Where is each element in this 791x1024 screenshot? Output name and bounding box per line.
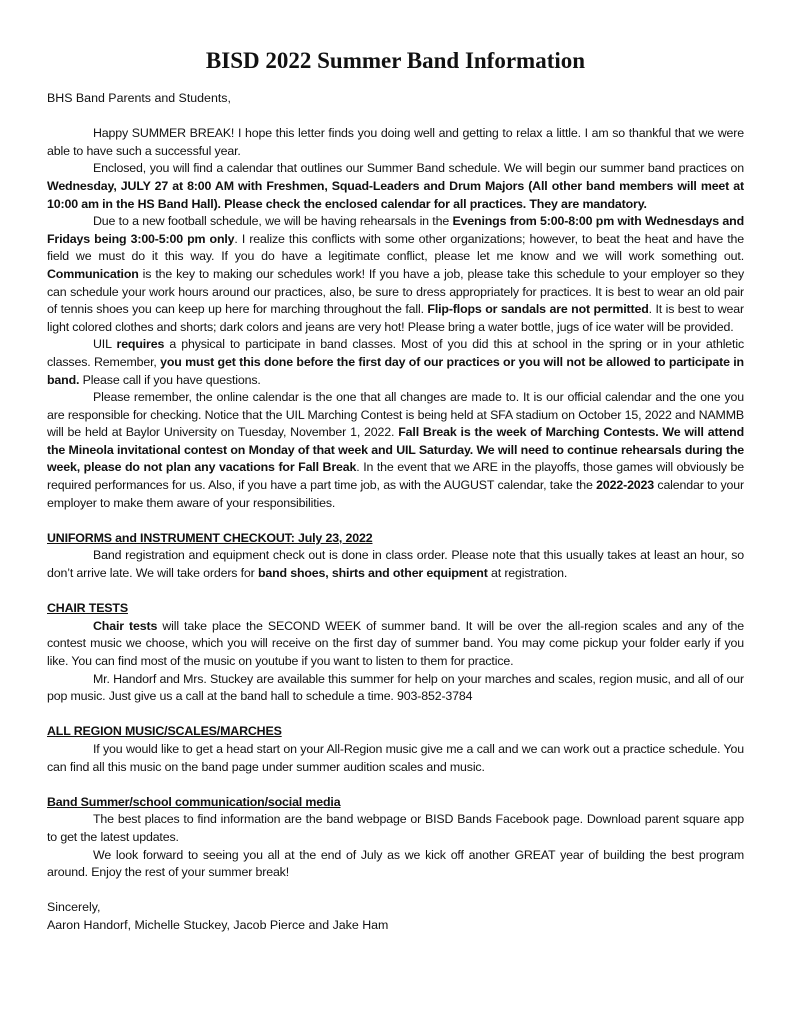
- section-heading: UNIFORMS and INSTRUMENT CHECKOUT: July 23, 2022: [47, 530, 373, 545]
- section: [47, 794, 744, 882]
- section-heading: CHAIR TESTS: [47, 601, 128, 616]
- bold-text: requires: [116, 337, 165, 352]
- document-page: [47, 46, 744, 935]
- body-paragraph: [47, 336, 744, 389]
- intro-body: [47, 125, 744, 512]
- section: [47, 530, 744, 583]
- bold-text: Evenings from 5:00-8:00 pm with Wednesdays and Fridays being 3:00-5:00 pm only: [47, 214, 744, 246]
- text-run: Due to a new football schedule, we will be having rehearsals in the: [93, 214, 453, 229]
- text-run: Happy SUMMER BREAK! I hope this letter finds you doing well and getting to relax a little. I am so thankful that we were able to have such a successful year.: [47, 126, 744, 158]
- section-heading: ALL REGION MUSIC/SCALES/MARCHES: [47, 724, 282, 739]
- text-run: If you would like to get a head start on your All-Region music give me a call and we can work out a practice schedule. You can find all this music on the band page under summer audition scales and music.: [47, 741, 744, 774]
- section-paragraph: [47, 671, 744, 706]
- salutation: BHS Band Parents and Students,: [47, 91, 231, 105]
- body-paragraph: [47, 213, 744, 336]
- sections: [47, 530, 744, 882]
- text-run: Band registration and equipment check out is done in class order. Please note that this usually takes at least an hour, so don’t arrive late. We will take orders for: [47, 548, 744, 581]
- section: [47, 723, 744, 776]
- text-run: We look forward to seeing you all at the end of July as we kick off another GREAT year of building the best program around. Enjoy the rest of your summer break!: [47, 847, 744, 880]
- text-run: . In the event that we ARE in the playoffs, those games will obviously be required performances for us. Also, if you have a part time job, as with the AUGUST calendar, take the: [47, 460, 744, 493]
- body-paragraph: [47, 389, 744, 512]
- text-run: Please call if you have questions.: [79, 372, 261, 387]
- text-run: at registration.: [487, 566, 568, 581]
- text-run: is the key to making our schedules work! If you have a job, please take this schedule to your employer so they can schedule your work hours around our practices, also, be sure to dress appropriately for practices. It is best to wear an old pair of tennis shoes you can keep up here for marching throughout the fall.: [47, 266, 744, 317]
- text-run: UIL: [93, 337, 117, 352]
- text-run: . I realize this conflicts with some other organizations; however, to beat the heat and have the field we must do it this way. If you do have a legitimate conflict, please let me know and we will work something out.: [47, 231, 744, 264]
- bold-text: Wednesday, JULY 27 at 8:00 AM with Freshmen, Squad-Leaders and Drum Majors (All other band members will meet at 10:00 am in the HS Band Hall). Please check the enclosed calendar for all practices. They are mandatory.: [47, 178, 744, 211]
- document-title: BISD 2022 Summer Band Information: [205, 48, 586, 73]
- bold-text: you must get this done before the first day of our practices or you will not be allowed to participate in band.: [47, 354, 744, 387]
- section-heading: Band Summer/school communication/social media: [47, 794, 341, 809]
- text-run: will take place the SECOND WEEK of summer band. It will be over the all-region scales and any of the contest music we choose, which you will receive on the first day of summer band. You may come pickup your folder early if you like. You can find most of the music on youtube if you want to listen to them for practice.: [47, 618, 744, 668]
- section-paragraph: [47, 547, 744, 582]
- bold-text: 2022-2023: [596, 478, 655, 493]
- section-paragraph: [47, 618, 744, 671]
- section-paragraph: [47, 811, 744, 846]
- signers: Aaron Handorf, Michelle Stuckey, Jacob Pierce and Jake Ham: [47, 917, 389, 932]
- bold-text: band shoes, shirts and other equipment: [257, 566, 488, 581]
- body-paragraph: [47, 160, 744, 213]
- closing: Sincerely,: [47, 900, 101, 915]
- bold-text: Flip-flops or sandals are not permitted: [427, 302, 649, 317]
- bold-text: Chair tests: [93, 618, 158, 633]
- bold-text: Fall Break is the week of Marching Contests. We will attend the Mineola invitational contest on Monday of that week and UIL Saturday. We will need to continue rehearsals during the week, please do not plan any vacations for Fall Break: [47, 425, 744, 475]
- section-paragraph: [47, 847, 744, 882]
- text-run: The best places to find information are the band webpage or BISD Bands Facebook page. Download parent square app to get the latest updates.: [47, 812, 744, 844]
- text-run: a physical to participate in band classes. Most of you did this at school in the spring or in your athletic classes. Remember,: [47, 337, 744, 369]
- text-run: Mr. Handorf and Mrs. Stuckey are available this summer for help on your marches and scales, region music, and all of our pop music. Just give us a call at the band hall to schedule a time. 903-852-3784: [47, 671, 744, 704]
- text-run: . It is best to wear light colored clothes and shorts; dark colors and jeans are very hot! Please bring a water bottle, jugs of ice water will be provided.: [47, 302, 744, 334]
- text-run: Enclosed, you will find a calendar that outlines our Summer Band schedule. We will begin our summer band practices on: [93, 161, 744, 176]
- section-paragraph: [47, 741, 744, 776]
- text-run: calendar to your employer to make them aware of your responsibilities.: [47, 478, 744, 510]
- body-paragraph: [47, 125, 744, 160]
- section: [47, 600, 744, 706]
- bold-text: Communication: [47, 266, 139, 281]
- text-run: Please remember, the online calendar is the one that all changes are made to. It is our official calendar and the one you are responsible for checking. Notice that the UIL Marching Contest is being held at SFA stadium on October 15, 2022 and NAMMB will be held at Baylor University on Tuesday, November 1, 2022.: [47, 390, 744, 440]
